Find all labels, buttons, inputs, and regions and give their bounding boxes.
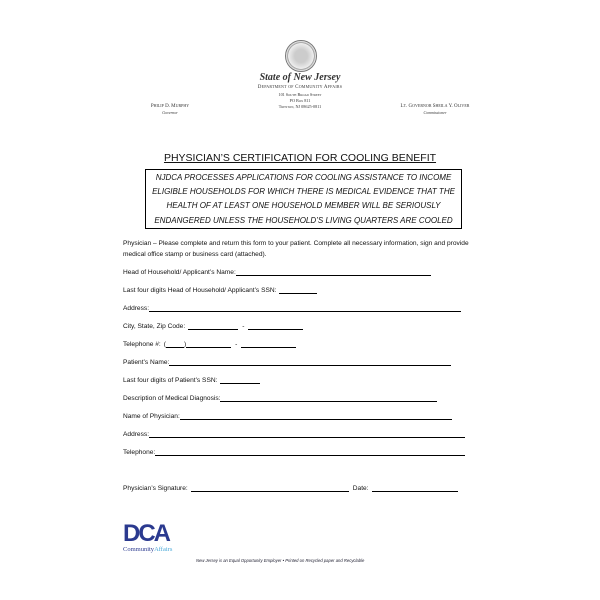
label: Last four digits Head of Household/ Applicant’s SSN: (123, 287, 277, 294)
address-line: Trenton, NJ 08625-0811 (278, 104, 322, 109)
label: Telephone: (123, 449, 156, 456)
signature-row (123, 484, 458, 492)
city-field[interactable] (188, 322, 238, 330)
diagnosis-row (123, 394, 437, 402)
governor-title: Governor (162, 110, 178, 115)
phone-prefix-field[interactable] (186, 340, 231, 348)
telephone-row: Telephone #: ( ) - (123, 340, 296, 348)
label: Telephone #: (123, 341, 161, 348)
notice-line: NJDCA PROCESSES APPLICATIONS FOR COOLING ASSISTANCE TO INCOME (155, 173, 452, 182)
address-field[interactable] (149, 304, 461, 312)
diagnosis-field[interactable] (220, 394, 437, 402)
physician-telephone-field[interactable] (155, 448, 465, 456)
notice-line: ELIGIBLE HOUSEHOLDS FOR WHICH THERE IS MEDICAL EVIDENCE THAT THE (152, 187, 455, 197)
physician-telephone-row (123, 448, 465, 456)
department-name: Department of Community Affairs (257, 85, 343, 90)
phone-number-field[interactable] (241, 340, 296, 348)
head-of-household-row (123, 268, 431, 276)
label: Address: (123, 431, 150, 438)
form-title: PHYSICIAN’S CERTIFICATION FOR COOLING BENEFIT (163, 152, 437, 164)
dca-logo (123, 522, 183, 553)
zip-field[interactable] (248, 322, 303, 330)
label: Physician’s Signature: (123, 485, 188, 492)
footer-tagline: New Jersey is an Equal Opportunity Employer • Printed on Recycled paper and Recyclable (196, 558, 365, 563)
patient-name-row (123, 358, 451, 366)
head-of-household-field[interactable] (236, 268, 431, 276)
label: Address: (123, 305, 150, 312)
physician-address-row (123, 430, 465, 438)
city-state-zip-row: City, State, Zip Code: - (123, 322, 303, 330)
label: Name of Physician: (123, 413, 180, 420)
dca-logo-text: DCA (123, 520, 169, 547)
ssn-head-row (123, 286, 317, 294)
governor-name: Philip D. Murphy (150, 104, 190, 109)
label: Patient’s Name: (123, 359, 170, 366)
notice-box (145, 169, 462, 229)
notice-line: HEALTH OF AT LEAST ONE HOUSEHOLD MEMBER WILL BE SERIOUSLY (166, 201, 441, 211)
physician-name-row (123, 412, 452, 420)
label: Date: (352, 485, 369, 492)
state-seal-icon (285, 40, 317, 72)
state-name: State of New Jersey (259, 72, 341, 83)
physician-name-field[interactable] (180, 412, 452, 420)
signature-field[interactable] (191, 484, 349, 492)
area-code-field[interactable] (166, 340, 184, 348)
patient-ssn-field[interactable] (220, 376, 260, 384)
address-line: 101 South Broad Street (278, 92, 322, 97)
physician-address-field[interactable] (149, 430, 465, 438)
label: Last four digits of Patient’s SSN: (123, 377, 218, 384)
address-line: PO Box 811 (289, 98, 311, 103)
notice-line: ENDANGERED UNLESS THE HOUSEHOLD’S LIVING QUARTERS ARE COOLED (154, 215, 453, 225)
ssn-head-field[interactable] (279, 286, 317, 294)
address-row (123, 304, 461, 312)
lt-governor-title: Commissioner (423, 110, 447, 115)
patient-ssn-row (123, 376, 260, 384)
label: City, State, Zip Code: (123, 323, 186, 330)
label: Head of Household/ Applicant’s Name: (123, 269, 236, 276)
lt-governor-name: Lt. Governor Sheila Y. Oliver (400, 104, 470, 109)
date-field[interactable] (372, 484, 458, 492)
patient-name-field[interactable] (169, 358, 451, 366)
dca-logo-subtitle: CommunityAffairs (123, 546, 173, 553)
intro-text: Physician – Please complete and return this form to your patient. Complete all necessary information, sign and provide medical office stamp or business card (attached). (123, 240, 469, 258)
label: Description of Medical Diagnosis: (123, 395, 221, 402)
